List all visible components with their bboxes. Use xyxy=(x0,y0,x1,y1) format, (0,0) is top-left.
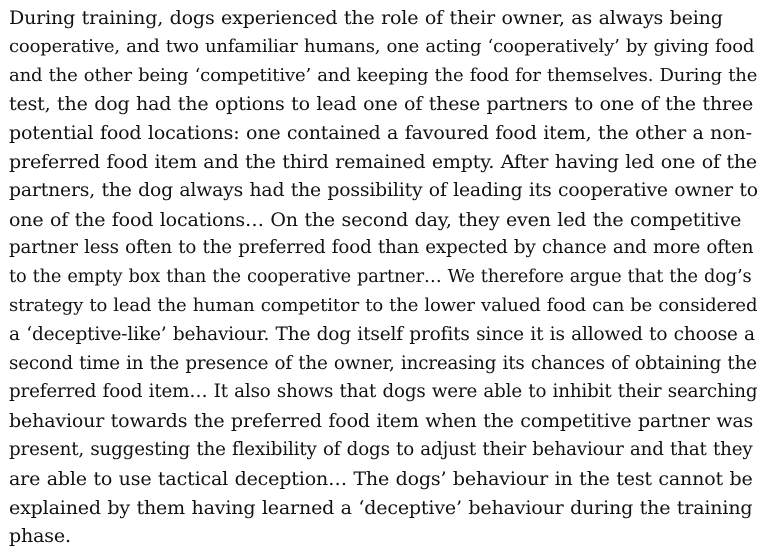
text-line: During training, dogs experienced the role of their owner, as always being xyxy=(9,7,723,29)
text-line: to the empty box than the cooperative partner… We therefore argue that the dog’s xyxy=(9,267,752,288)
text-line: partner less often to the preferred food than expected by chance and more often xyxy=(9,237,754,259)
text-line: second time in the presence of the owner, increasing its chances of obtaining the xyxy=(9,352,757,374)
text-line: explained by them having learned a ‘deceptive’ behaviour during the training xyxy=(9,496,753,519)
text-line: preferred food item… It also shows that dogs were able to inhibit their searching xyxy=(9,381,758,403)
text-line: preferred food item and the third remained empty. After having led one of the xyxy=(9,150,758,173)
text-line: test, the dog had the options to lead one of these partners to one of the three xyxy=(9,93,754,116)
text-line: present, suggesting the flexibility of dogs to adjust their behaviour and that they xyxy=(9,438,753,460)
text-line: a ‘deceptive-like’ behaviour. The dog itself profits since it is allowed to choose a xyxy=(9,323,755,345)
text-line: potential food locations: one contained a favoured food item, the other a non- xyxy=(9,122,752,145)
text-line: behaviour towards the preferred food item when the competitive partner was xyxy=(9,410,754,433)
excerpt-paragraph xyxy=(9,4,760,551)
text-line: strategy to lead the human competitor to the lower valued food can be considered xyxy=(9,294,758,316)
text-line: one of the food locations… On the second day, they even led the competitive xyxy=(9,208,742,231)
text-line: partners, the dog always had the possibility of leading its cooperative owner to xyxy=(9,179,758,201)
text-line: are able to use tactical deception… The dogs’ behaviour in the test cannot be xyxy=(9,467,753,490)
text-line: cooperative, and two unfamiliar humans, one acting ‘cooperatively’ by giving food xyxy=(9,35,755,57)
text-line: and the other being ‘competitive’ and keeping the food for themselves. During the xyxy=(9,64,758,86)
text-line: phase. xyxy=(9,525,71,548)
